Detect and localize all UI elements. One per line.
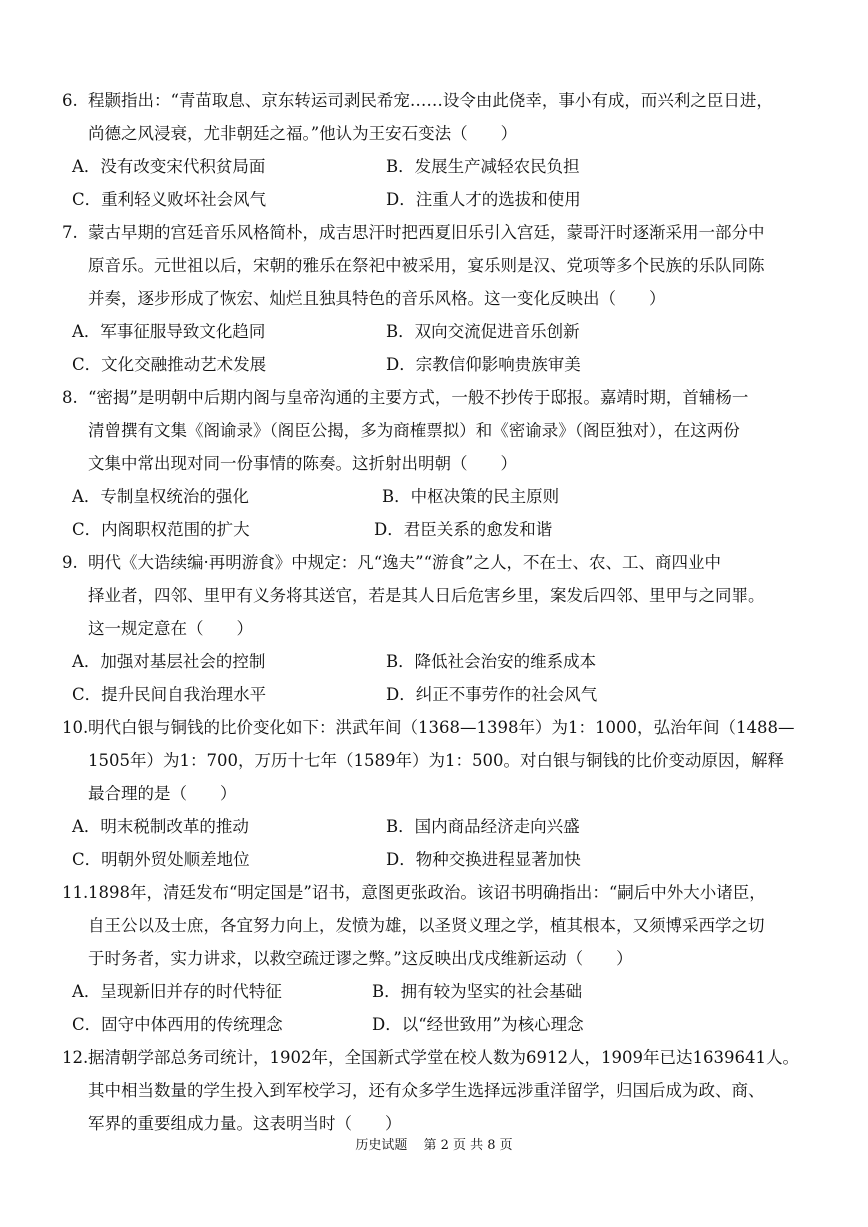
options: [62, 480, 810, 546]
options: [62, 315, 810, 381]
option-b: B．降低社会治安的维系成本: [386, 652, 597, 671]
options: [62, 975, 810, 1041]
option-c: C．重利轻义败坏社会风气: [72, 190, 267, 209]
option-d: D．君臣关系的愈发和谐: [374, 520, 553, 539]
option-d: D．以“经世致用”为核心理念: [372, 1015, 584, 1034]
question-number: 11.: [62, 883, 89, 902]
question-6: [62, 84, 810, 216]
option-a: A．呈现新旧并存的时代特征: [72, 982, 282, 1001]
option-d: D．宗教信仰影响贵族审美: [386, 355, 581, 374]
footer-page-info: 第 2 页 共 8 页: [423, 1138, 513, 1153]
question-stem-line: 蒙古早期的宫廷音乐风格简朴，成吉思汗时把西夏旧乐引入宫廷，蒙哥汗时逐渐采用一部分中: [88, 223, 765, 242]
option-c: C．固守中体西用的传统理念: [72, 1015, 283, 1034]
question-stem-line: 于时务者，实力讲求，以救空疏迂谬之弊。”这反映出戊戌维新运动（ ）: [88, 949, 633, 968]
question-stem-line: 军界的重要组成力量。这表明当时（ ）: [88, 1114, 402, 1133]
question-stem-line: 据清朝学部总务司统计，1902年，全国新式学堂在校人数为6912人，1909年已达1639641人。: [88, 1048, 799, 1067]
option-a: A．没有改变宋代积贫局面: [72, 157, 266, 176]
option-c: C．内阁职权范围的扩大: [72, 520, 250, 539]
question-stem-line: “密揭”是明朝中后期内阁与皇帝沟通的主要方式，一般不抄传于邸报。嘉靖时期，首辅杨一: [88, 388, 749, 407]
option-c: C．明朝外贸处顺差地位: [72, 850, 250, 869]
question-stem-line: 这一规定意在（ ）: [88, 619, 253, 638]
option-b: B．双向交流促进音乐创新: [386, 322, 580, 341]
question-stem-line: 1898年，清廷发布“明定国是”诏书，意图更张政治。该诏书明确指出：“嗣后中外大小诸臣，: [88, 883, 766, 902]
question-number: 10.: [62, 718, 89, 737]
option-b: B．国内商品经济走向兴盛: [386, 817, 580, 836]
question-stem-line: 清曾撰有文集《阁谕录》（阁臣公揭，多为商榷票拟）和《密谕录》（阁臣独对），在这两份: [88, 421, 740, 440]
question-stem-line: 文集中常出现对同一份事情的陈奏。这折射出明朝（ ）: [88, 454, 517, 473]
question-8: [62, 381, 810, 546]
question-stem-line: 程颢指出：“青苗取息、京东转运司剥民希宠……设令由此侥幸，事小有成，而兴利之臣日进，: [88, 91, 773, 110]
question-number: 8.: [62, 388, 78, 407]
option-a: A．专制皇权统治的强化: [72, 487, 249, 506]
option-b: B．中枢决策的民主原则: [382, 487, 560, 506]
question-11: [62, 876, 810, 1041]
question-stem-line: 其中相当数量的学生投入到军校学习，还有众多学生选择远涉重洋留学，归国后成为政、商、: [88, 1081, 765, 1100]
option-c: C．提升民间自我治理水平: [72, 685, 267, 704]
question-stem-line: 明代《大诰续编·再明游食》中规定：凡“逸夫”“游食”之人，不在士、农、工、商四业中: [88, 553, 721, 572]
option-b: B．拥有较为坚实的社会基础: [372, 982, 583, 1001]
option-b: B．发展生产减轻农民负担: [386, 157, 580, 176]
option-c: C．文化交融推动艺术发展: [72, 355, 267, 374]
question-7: [62, 216, 810, 381]
question-number: 12.: [62, 1048, 89, 1067]
question-number: 9.: [62, 553, 78, 572]
options: [62, 150, 810, 216]
question-stem-line: 原音乐。元世祖以后，宋朝的雅乐在祭祀中被采用，宴乐则是汉、党项等多个民族的乐队同陈: [88, 256, 765, 275]
options: [62, 645, 810, 711]
option-a: A．加强对基层社会的控制: [72, 652, 266, 671]
question-stem-line: 自王公以及士庶，各宜努力向上，发愤为雄，以圣贤义理之学，植其根本，又须博采西学之切: [88, 916, 765, 935]
option-d: D．纠正不事劳作的社会风气: [386, 685, 598, 704]
question-stem-line: 1505年）为1：700，万历十七年（1589年）为1：500。对白银与铜钱的比价变动原因，解释: [88, 751, 784, 770]
question-number: 6.: [62, 91, 78, 110]
question-12: [62, 1041, 810, 1140]
options: [62, 810, 810, 876]
question-stem-line: 尚德之风浸衰，尤非朝廷之福。”他认为王安石变法（ ）: [88, 124, 518, 143]
question-stem-line: 最合理的是（ ）: [88, 784, 237, 803]
option-a: A．军事征服导致文化趋同: [72, 322, 266, 341]
question-stem-line: 并奏，逐步形成了恢宏、灿烂且独具特色的音乐风格。这一变化反映出（ ）: [88, 289, 666, 308]
option-a: A．明末税制改革的推动: [72, 817, 249, 836]
page-footer: [0, 1136, 868, 1156]
question-stem-line: 择业者，四邻、里甲有义务将其送官，若是其人日后危害乡里，案发后四邻、里甲与之同罪。: [88, 586, 765, 605]
option-d: D．注重人才的选拔和使用: [386, 190, 581, 209]
question-number: 7.: [62, 223, 78, 242]
question-10: [62, 711, 810, 876]
question-9: [62, 546, 810, 711]
footer-subject: 历史试题: [355, 1138, 408, 1153]
question-stem-line: 明代白银与铜钱的比价变化如下：洪武年间（1368—1398年）为1：1000，弘治年间（1488—: [88, 718, 795, 737]
option-d: D．物种交换进程显著加快: [386, 850, 581, 869]
